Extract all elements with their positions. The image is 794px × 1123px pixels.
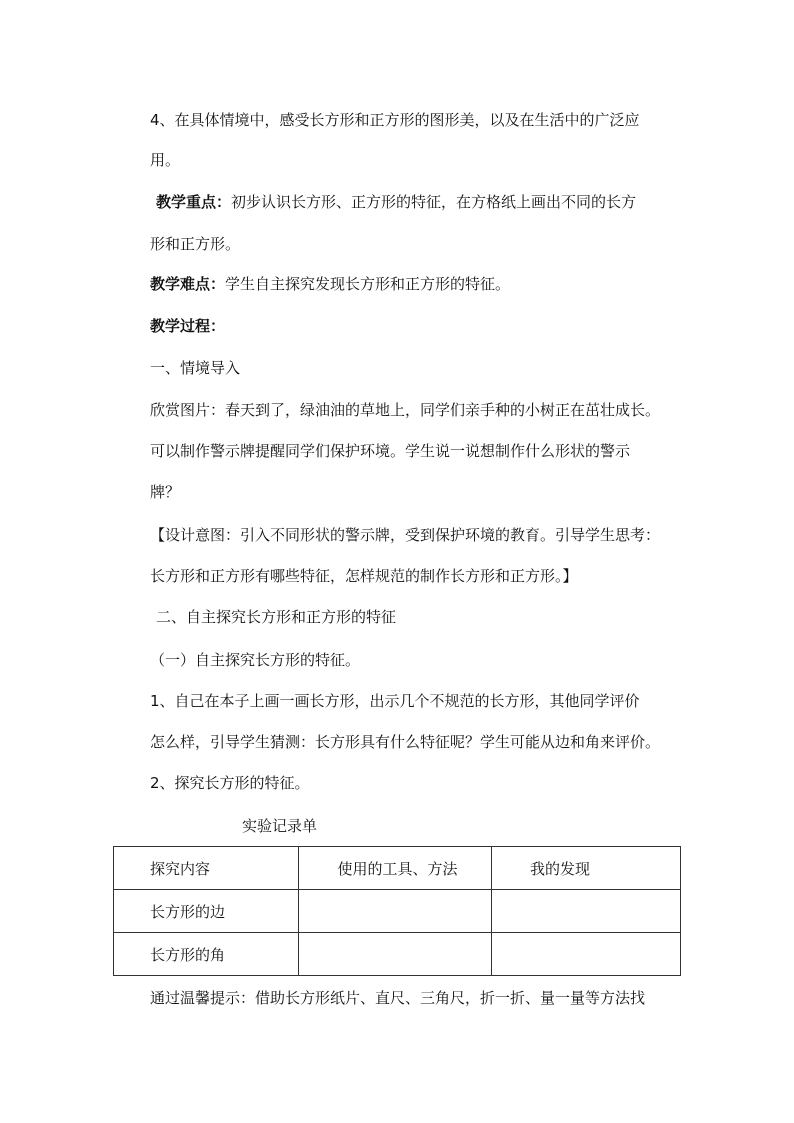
process-heading: 教学过程： <box>150 317 226 335</box>
section-1-line1: 欣赏图片：春天到了，绿油油的草地上，同学们亲手种的小树正在茁壮成长。 <box>150 401 661 419</box>
row-cell-tools <box>299 890 491 933</box>
table-row <box>114 890 681 933</box>
row-cell-content: 长方形的角 <box>114 933 299 976</box>
section-1-line2: 可以制作警示牌提醒同学们保护环境。学生说一说想制作什么形状的警示 <box>150 442 631 460</box>
subsection-1-heading: （一）自主探究长方形的特征。 <box>150 651 361 669</box>
item-1-line1: 1、自己在本子上画一画长方形，出示几个不规范的长方形，其他同学评价 <box>150 692 640 710</box>
tip-line: 通过温馨提示：借助长方形纸片、直尺、三角尺，折一折、量一量等方法找 <box>150 989 646 1007</box>
difficulty-label: 教学难点： <box>150 275 226 293</box>
section-1-heading: 一、情境导入 <box>150 359 241 377</box>
section-2-heading: 二、自主探究长方形和正方形的特征 <box>156 608 397 626</box>
header-cell-findings: 我的发现 <box>491 847 680 890</box>
table-title: 实验记录单 <box>242 817 318 835</box>
objective-4-line1: 4、在具体情境中，感受长方形和正方形的图形美，以及在生活中的广泛应 <box>150 111 640 129</box>
table-header-row <box>114 847 681 890</box>
header-cell-content: 探究内容 <box>114 847 299 890</box>
key-point-paragraph <box>156 192 636 212</box>
experiment-record-table <box>113 846 681 976</box>
table-row <box>114 933 681 976</box>
row-cell-content: 长方形的边 <box>114 890 299 933</box>
section-1-line3: 牌？ <box>150 483 181 501</box>
item-1-line2: 怎么样，引导学生猜测：长方形具有什么特征呢？学生可能从边和角来评价。 <box>150 733 661 751</box>
row-cell-findings <box>491 933 680 976</box>
key-point-text: 初步认识长方形、正方形的特征，在方格纸上画出不同的长方 <box>231 193 637 211</box>
objective-4-line2: 用。 <box>150 151 181 169</box>
row-cell-findings <box>491 890 680 933</box>
difficulty-paragraph <box>150 274 510 294</box>
key-point-label: 教学重点： <box>156 193 232 211</box>
difficulty-text: 学生自主探究发现长方形和正方形的特征。 <box>225 275 511 293</box>
item-2-line: 2、探究长方形的特征。 <box>150 774 310 792</box>
design-intent-line2: 长方形和正方形有哪些特征，怎样规范的制作长方形和正方形。】 <box>150 567 578 585</box>
key-point-line2: 形和正方形。 <box>150 235 241 253</box>
header-cell-tools: 使用的工具、方法 <box>299 847 491 890</box>
row-cell-tools <box>299 933 491 976</box>
design-intent-line1: 【设计意图：引入不同形状的警示牌，受到保护环境的教育。引导学生思考： <box>150 526 661 544</box>
